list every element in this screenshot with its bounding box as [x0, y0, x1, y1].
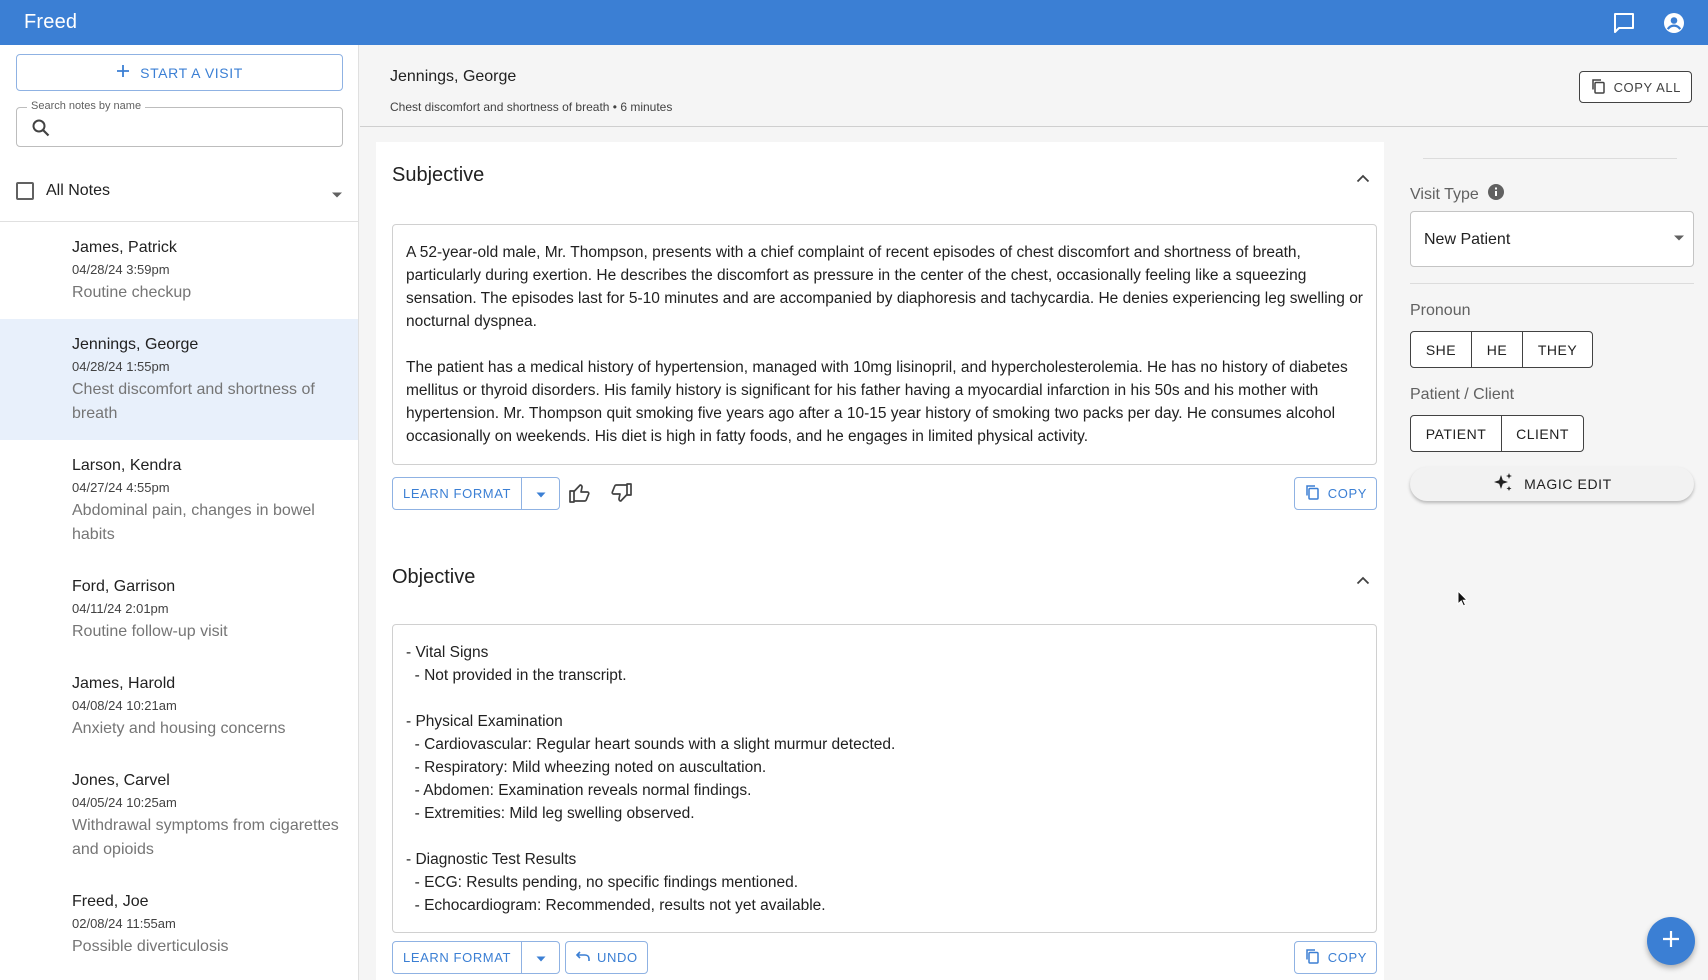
- search-icon: [31, 118, 51, 143]
- copy-label: COPY: [1327, 950, 1367, 965]
- note-description: Chest discomfort and shortness of breath: [72, 381, 315, 422]
- search-notes-field[interactable]: [16, 100, 343, 147]
- subjective-section: [376, 142, 1384, 558]
- visit-type-select[interactable]: [1410, 211, 1694, 267]
- caret-down-icon[interactable]: [331, 186, 343, 204]
- app-title: Freed: [24, 11, 78, 33]
- note-list-item[interactable]: [0, 658, 359, 755]
- pronoun-he-button[interactable]: HE: [1471, 332, 1522, 367]
- note-date: 04/08/24 10:21am: [72, 698, 177, 713]
- subjective-text-box[interactable]: [392, 224, 1377, 465]
- note-date: 04/11/24 2:01pm: [72, 601, 169, 616]
- objective-spacer: [406, 687, 1363, 710]
- note-patient-name: Ford, Garrison: [72, 578, 176, 595]
- learn-format-dropdown[interactable]: [521, 478, 559, 509]
- select-all-checkbox[interactable]: [16, 182, 34, 200]
- visit-type-value: New Patient: [1424, 231, 1511, 248]
- note-description: Anxiety and housing concerns: [72, 720, 286, 737]
- note-list-item[interactable]: [0, 755, 359, 876]
- objective-line: - Vital Signs: [406, 644, 489, 661]
- objective-spacer: [406, 825, 1363, 848]
- plus-icon: [116, 64, 130, 81]
- mouse-cursor-icon: [1457, 590, 1469, 613]
- subjective-title: Subjective: [392, 164, 485, 186]
- pronoun-toggle-group: [1410, 331, 1593, 368]
- search-notes-label: Search notes by name: [27, 100, 145, 112]
- copy-label: COPY: [1327, 486, 1367, 501]
- note-header: [360, 45, 1708, 127]
- objective-text-box[interactable]: [392, 624, 1377, 933]
- account-circle-icon[interactable]: [1662, 11, 1686, 35]
- objective-line: - Echocardiogram: Recommended, results not yet available.: [406, 897, 826, 914]
- patient-name: Jennings, George: [390, 68, 517, 85]
- notes-list: [0, 222, 359, 973]
- learn-format-button-group: [392, 941, 560, 974]
- note-patient-name: Jones, Carvel: [72, 772, 170, 789]
- caret-down-icon: [1673, 234, 1685, 242]
- sparkle-icon: [1492, 472, 1514, 497]
- objective-line: - Diagnostic Test Results: [406, 851, 577, 868]
- note-description: Possible diverticulosis: [72, 938, 229, 955]
- start-visit-label: START A VISIT: [140, 64, 243, 81]
- subjective-paragraph: The patient has a medical history of hypertension, managed with 10mg lisinopril, and hypercholesterolemia. He has no history of diabetes mellitus or thyroid disorders. His family history is significant for his father having a myocardial infarction in his 50s and his mother with hypertension. Mr. Thompson quit smoking five years ago after a 10-15 year history of smoking two packs per day. He consumes alcohol occasionally on weekends. His diet is high in fatty foods, and he engages in limited physical activity.: [406, 359, 1348, 445]
- note-patient-name: James, Patrick: [72, 239, 177, 256]
- caret-down-icon: [536, 949, 546, 967]
- subjective-paragraph: A 52-year-old male, Mr. Thompson, presents with a chief complaint of recent episodes of chest discomfort and shortness of breath, particularly during exertion. He describes the discomfort as pressure in the center of the chest, occasionally feeling like a squeezing sensation. The episodes last for 5-10 minutes and are accompanied by diaphoresis and tachycardia. He denies experiencing leg swelling or nocturnal dyspnea.: [406, 244, 1363, 330]
- patient-client-toggle-group: [1410, 415, 1584, 452]
- learn-format-button-group: [392, 477, 560, 510]
- all-notes-filter[interactable]: [16, 180, 343, 202]
- patient-client-label: Patient / Client: [1410, 386, 1515, 403]
- objective-section: [376, 544, 1384, 980]
- chevron-up-icon[interactable]: [1356, 170, 1370, 188]
- start-visit-button[interactable]: [16, 54, 343, 91]
- note-date: 04/28/24 1:55pm: [72, 359, 170, 374]
- app-bar: [0, 0, 1708, 45]
- learn-format-dropdown[interactable]: [521, 942, 559, 973]
- note-list-item[interactable]: [0, 319, 359, 440]
- panel-divider: [1423, 158, 1677, 159]
- thumbs-down-icon[interactable]: [611, 482, 633, 509]
- objective-line: - ECG: Results pending, no specific findings mentioned.: [406, 874, 799, 891]
- magic-edit-button[interactable]: [1410, 467, 1694, 501]
- note-editor: [360, 45, 1708, 980]
- plus-icon: [1662, 930, 1680, 953]
- patient-button[interactable]: PATIENT: [1425, 425, 1487, 442]
- note-patient-name: Freed, Joe: [72, 893, 149, 910]
- note-description: Abdominal pain, changes in bowel habits: [72, 502, 315, 543]
- copy-icon: [1304, 484, 1320, 503]
- copy-objective-button[interactable]: [1294, 941, 1377, 974]
- pronoun-they-button[interactable]: THEY: [1522, 332, 1592, 367]
- note-list-item[interactable]: [0, 876, 359, 973]
- panel-divider: [1410, 283, 1694, 284]
- note-patient-name: James, Harold: [72, 675, 176, 692]
- undo-label: UNDO: [597, 950, 638, 965]
- learn-format-button[interactable]: LEARN FORMAT: [403, 950, 512, 965]
- chat-icon[interactable]: [1612, 11, 1636, 35]
- objective-title: Objective: [392, 566, 476, 588]
- info-icon[interactable]: [1487, 183, 1505, 206]
- client-button[interactable]: CLIENT: [1501, 416, 1583, 451]
- copy-subjective-button[interactable]: [1294, 477, 1377, 510]
- note-description: Routine follow-up visit: [72, 623, 228, 640]
- caret-down-icon: [536, 485, 546, 503]
- pronoun-label: Pronoun: [1410, 302, 1471, 319]
- note-description: Routine checkup: [72, 284, 192, 301]
- visit-type-heading: [1410, 183, 1505, 206]
- search-notes-input[interactable]: [61, 114, 331, 140]
- note-list-item[interactable]: [0, 561, 359, 658]
- undo-button[interactable]: [565, 941, 648, 974]
- note-description: Withdrawal symptoms from cigarettes and opioids: [72, 817, 339, 858]
- notes-sidebar: [0, 45, 359, 980]
- objective-line: - Abdomen: Examination reveals normal findings.: [406, 782, 752, 799]
- note-date: 04/28/24 3:59pm: [72, 262, 170, 277]
- copy-all-label: COPY ALL: [1613, 79, 1681, 95]
- all-notes-label: All Notes: [46, 182, 111, 199]
- objective-line: - Respiratory: Mild wheezing noted on auscultation.: [406, 759, 767, 776]
- objective-line: - Extremities: Mild leg swelling observed.: [406, 805, 695, 822]
- copy-icon: [1590, 78, 1606, 97]
- note-date: 02/08/24 11:55am: [72, 916, 176, 931]
- note-list-item[interactable]: [0, 440, 359, 561]
- visit-type-label: Visit Type: [1410, 185, 1479, 203]
- thumbs-up-icon[interactable]: [568, 482, 590, 509]
- copy-icon: [1304, 948, 1320, 967]
- note-patient-name: Jennings, George: [72, 336, 199, 353]
- undo-icon: [575, 949, 591, 966]
- learn-format-button[interactable]: LEARN FORMAT: [403, 486, 512, 501]
- magic-edit-label: MAGIC EDIT: [1524, 476, 1612, 492]
- note-date: 04/27/24 4:55pm: [72, 480, 170, 495]
- objective-line: - Physical Examination: [406, 713, 563, 730]
- pronoun-she-button[interactable]: SHE: [1425, 341, 1457, 358]
- chevron-up-icon[interactable]: [1356, 572, 1370, 590]
- note-date: 04/05/24 10:25am: [72, 795, 177, 810]
- copy-all-button[interactable]: [1579, 71, 1692, 103]
- add-fab-button[interactable]: [1647, 917, 1695, 965]
- note-list-item[interactable]: [0, 222, 359, 319]
- note-patient-name: Larson, Kendra: [72, 457, 182, 474]
- objective-line: - Cardiovascular: Regular heart sounds with a slight murmur detected.: [406, 736, 896, 753]
- objective-line: - Not provided in the transcript.: [406, 667, 627, 684]
- visit-summary: Chest discomfort and shortness of breath • 6 minutes: [390, 100, 673, 114]
